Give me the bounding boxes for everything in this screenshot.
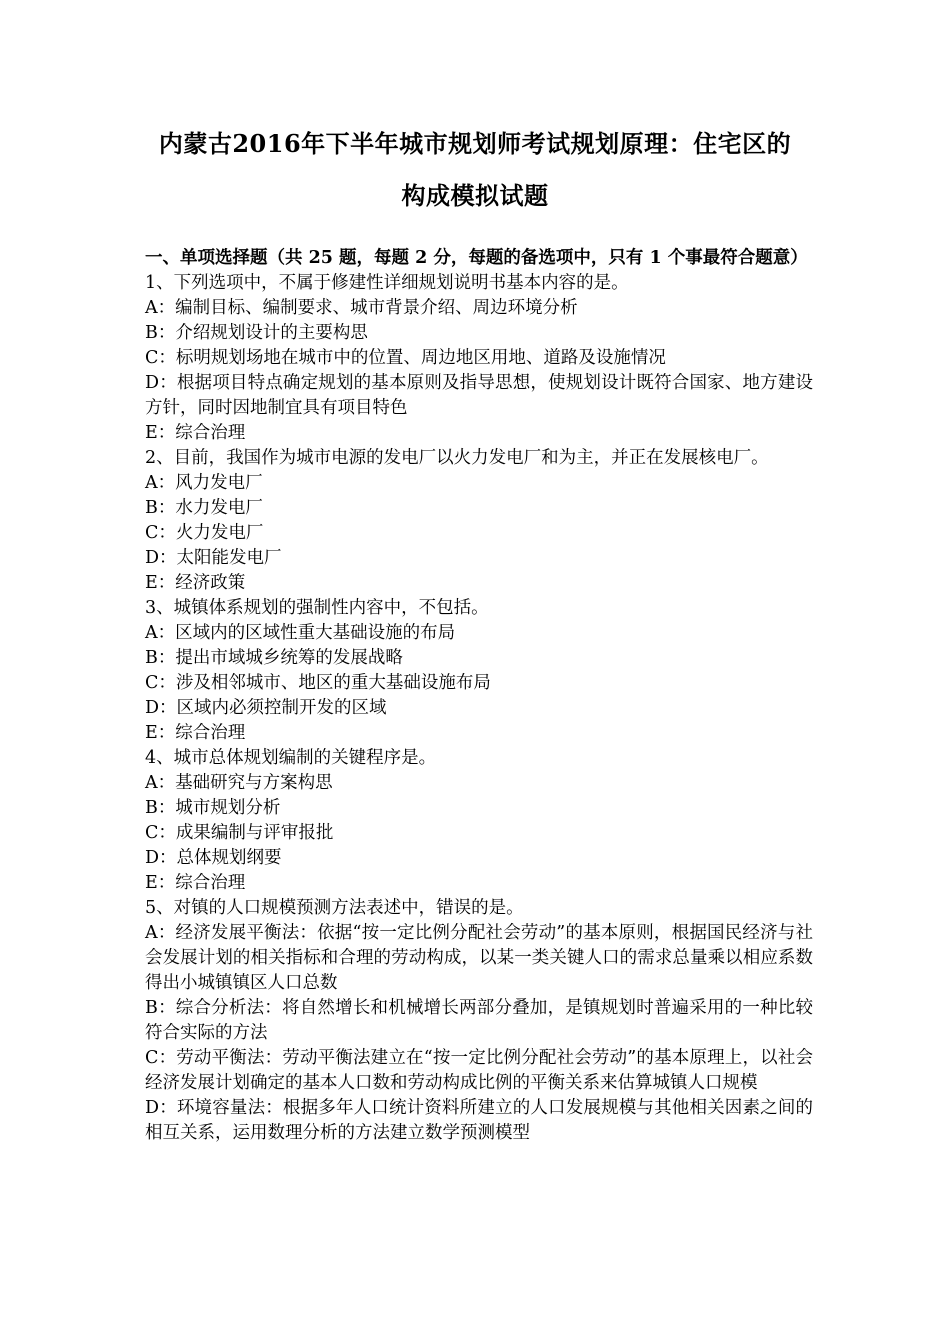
option-b: B：提出市域城乡统筹的发展战略 bbox=[145, 648, 403, 668]
option-b: B：城市规划分析 bbox=[145, 798, 281, 818]
option-c: C：成果编制与评审报批 bbox=[145, 823, 334, 843]
option-d: D：环境容量法：根据多年人口统计资料所建立的人口发展规模与其他相关因素之间的相互关系，运用数理分析的方法建立数学预测模型 bbox=[145, 1098, 813, 1143]
question-stem: 3、城镇体系规划的强制性内容中，不包括。 bbox=[145, 598, 489, 618]
option-e: E：综合治理 bbox=[145, 723, 246, 743]
option-e: E：综合治理 bbox=[145, 423, 246, 443]
option-c: C：劳动平衡法：劳动平衡法建立在“按一定比例分配社会劳动”的基本原理上，以社会经济发展计划确定的基本人口数和劳动构成比例的平衡关系来估算城镇人口规模 bbox=[145, 1048, 813, 1093]
section-heading: 一、单项选择题（共 25 题，每题 2 分，每题的备选项中，只有 1 个事最符合题意） bbox=[145, 248, 808, 268]
option-c: C：火力发电厂 bbox=[145, 523, 264, 543]
option-b: B：水力发电厂 bbox=[145, 498, 263, 518]
option-d: D：根据项目特点确定规划的基本原则及指导思想，使规划设计既符合国家、地方建设方针，同时因地制宜具有项目特色 bbox=[145, 373, 813, 418]
question-4 bbox=[145, 746, 813, 896]
option-a: A：风力发电厂 bbox=[145, 473, 263, 493]
title-line-1: 内蒙古2016年下半年城市规划师考试规划原理：住宅区的 bbox=[158, 129, 792, 158]
option-c: C：涉及相邻城市、地区的重大基础设施布局 bbox=[145, 673, 491, 693]
option-a: A：基础研究与方案构思 bbox=[145, 773, 333, 793]
question-5 bbox=[145, 896, 813, 1146]
question-1 bbox=[145, 271, 813, 446]
question-stem: 5、对镇的人口规模预测方法表述中，错误的是。 bbox=[145, 898, 524, 918]
option-d: D：总体规划纲要 bbox=[145, 848, 282, 868]
option-a: A：编制目标、编制要求、城市背景介绍、周边环境分析 bbox=[145, 298, 578, 318]
question-3 bbox=[145, 596, 813, 746]
document-title bbox=[140, 118, 810, 222]
title-line-2: 构成模拟试题 bbox=[401, 181, 549, 210]
question-stem: 4、城市总体规划编制的关键程序是。 bbox=[145, 748, 437, 768]
question-stem: 1、下列选项中，不属于修建性详细规划说明书基本内容的是。 bbox=[145, 273, 629, 293]
option-d: D：区域内必须控制开发的区域 bbox=[145, 698, 387, 718]
option-a: A：经济发展平衡法：依据“按一定比例分配社会劳动”的基本原则，根据国民经济与社会发展计划的相关指标和合理的劳动构成，以某一类关键人口的需求总量乘以相应系数得出小城镇镇区人口总数 bbox=[145, 923, 813, 993]
option-e: E：经济政策 bbox=[145, 573, 246, 593]
document-body bbox=[145, 246, 813, 1146]
option-c: C：标明规划场地在城市中的位置、周边地区用地、道路及设施情况 bbox=[145, 348, 666, 368]
question-stem: 2、目前，我国作为城市电源的发电厂以火力发电厂和为主，并正在发展核电厂。 bbox=[145, 448, 769, 468]
option-b: B：介绍规划设计的主要构思 bbox=[145, 323, 368, 343]
option-d: D：太阳能发电厂 bbox=[145, 548, 282, 568]
question-2 bbox=[145, 446, 813, 596]
option-e: E：综合治理 bbox=[145, 873, 246, 893]
option-a: A：区域内的区域性重大基础设施的布局 bbox=[145, 623, 456, 643]
option-b: B：综合分析法：将自然增长和机械增长两部分叠加，是镇规划时普遍采用的一种比较符合实际的方法 bbox=[145, 998, 813, 1043]
